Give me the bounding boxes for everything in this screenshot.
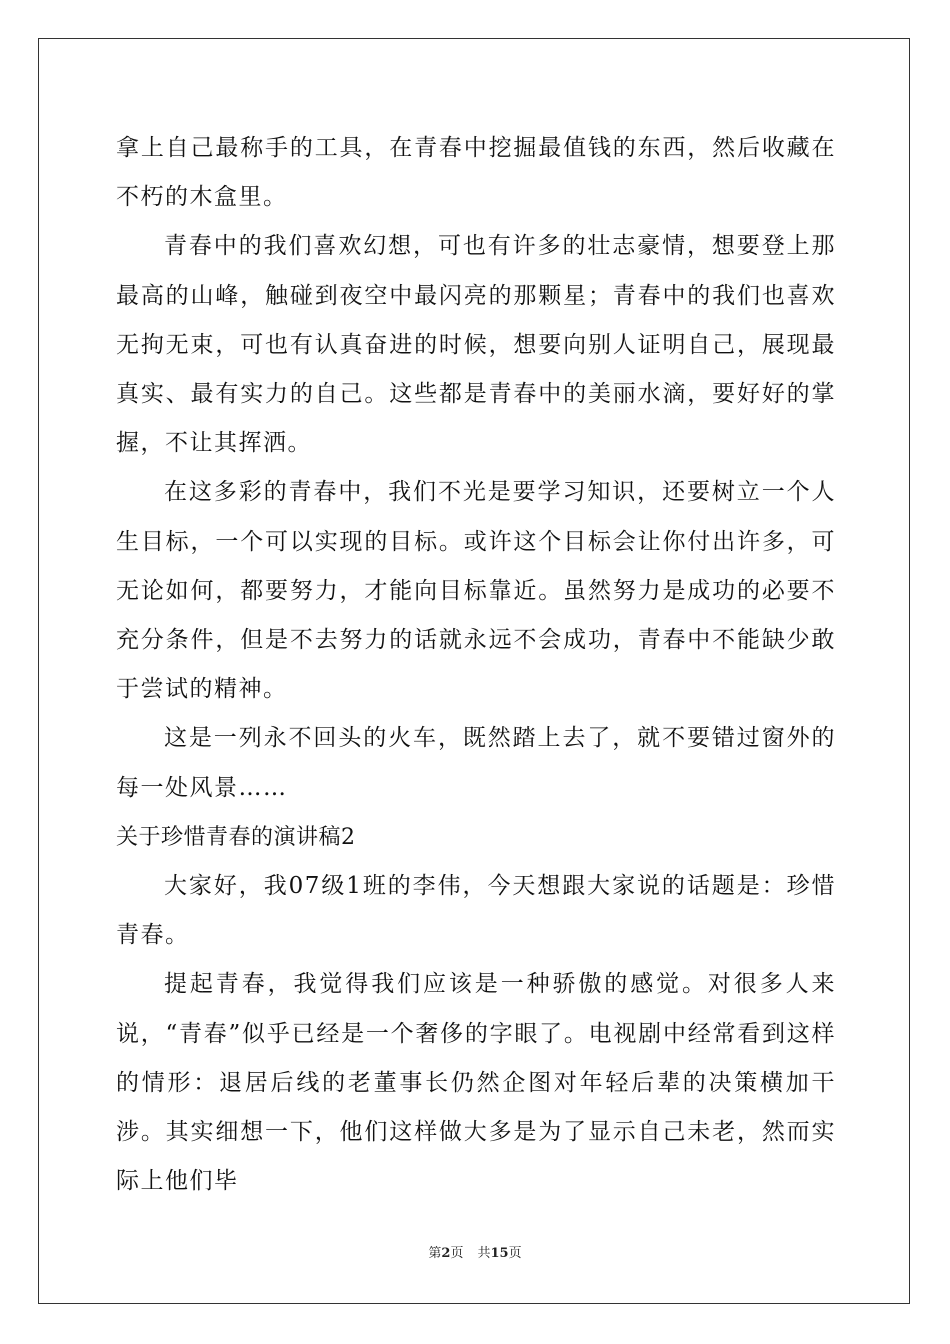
- total-pages-label: 共15页: [477, 1246, 522, 1261]
- section-heading: 关于珍惜青春的演讲稿2: [116, 824, 356, 850]
- page-footer: [0, 1244, 950, 1264]
- paragraph-4: 这是一列永不回头的火车，既然踏上去了，就不要错过窗外的每一处风景……: [116, 725, 836, 801]
- paragraph-2: 青春中的我们喜欢幻想，可也有许多的壮志豪情，想要登上那最高的山峰，触碰到夜空中最闪亮的那颗星；青春中的我们也喜欢无拘无束，可也有认真奋进的时候，想要向别人证明自己，展现最真实、最有实力的自己。这些都是青春中的美丽水滴，要好好的掌握，不让其挥洒。: [116, 233, 836, 457]
- paragraph-6: 提起青春，我觉得我们应该是一种骄傲的感觉。对很多人来说，“青春”似乎已经是一个奢侈的字眼了。电视剧中经常看到这样的情形：退居后线的老董事长仍然企图对年轻后辈的决策横加干涉。其实细想一下，他们这样做大多是为了显示自己未老，然而实际上他们毕: [116, 971, 836, 1195]
- paragraph-5: 大家好，我07级1班的李伟，今天想跟大家说的话题是：珍惜青春。: [116, 873, 836, 949]
- total-pages: 15: [490, 1246, 509, 1261]
- document-body: [116, 124, 836, 1206]
- paragraph-3: 在这多彩的青春中，我们不光是要学习知识，还要树立一个人生目标，一个可以实现的目标。或许这个目标会让你付出许多，可无论如何，都要努力，才能向目标靠近。虽然努力是成功的必要不充分条件，但是不去努力的话就永远不会成功，青春中不能缺少敢于尝试的精神。: [116, 479, 836, 703]
- paragraph-1: 拿上自己最称手的工具，在青春中挖掘最值钱的东西，然后收藏在不朽的木盒里。: [116, 135, 836, 211]
- page-number-label: 第2页: [428, 1246, 464, 1261]
- page-number: 2: [441, 1246, 451, 1261]
